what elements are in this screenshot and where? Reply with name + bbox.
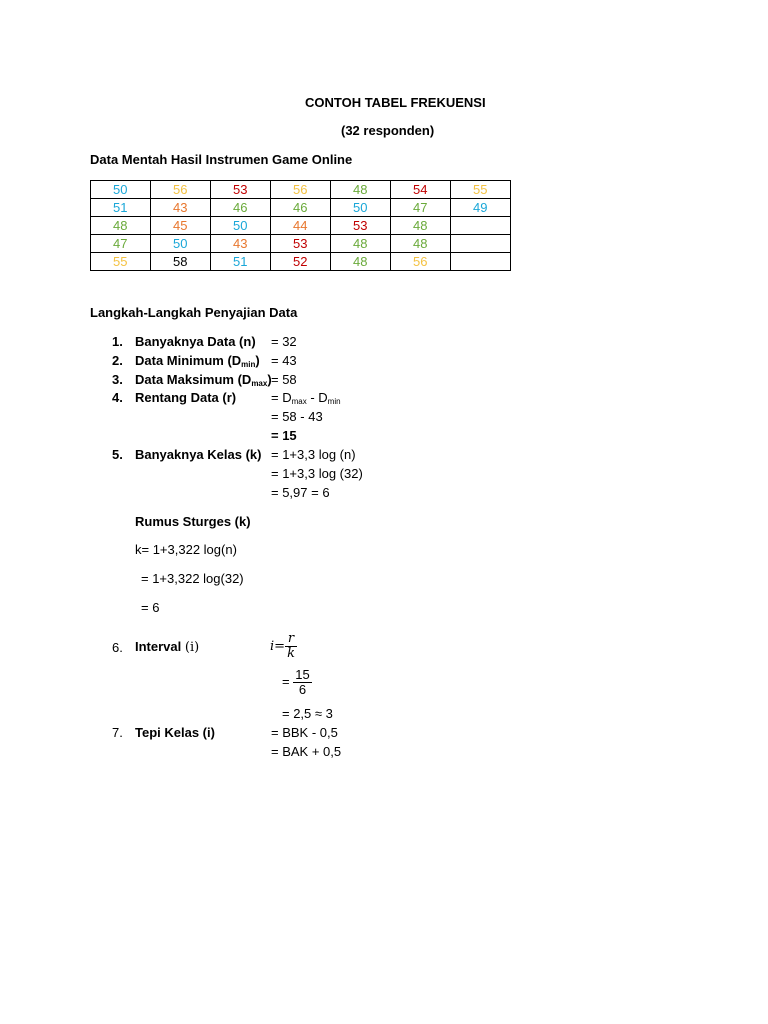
table-cell: 46 (211, 199, 271, 217)
table-cell: 46 (271, 199, 331, 217)
step-7-value-1: = BBK - 0,5 (271, 725, 338, 740)
step-5-value-2: = 1+3,3 log (32) (271, 466, 363, 481)
table-row (91, 217, 511, 235)
table-cell: 47 (391, 199, 451, 217)
step-3-value: = 58 (271, 372, 297, 387)
table-cell (451, 217, 511, 235)
table-cell: 48 (391, 217, 451, 235)
step-7-label: Tepi Kelas (i) (135, 725, 215, 740)
step-4-value-1: = $D_{max} - D_{min}$ (271, 390, 341, 406)
table-cell: 48 (331, 181, 391, 199)
table-cell: 50 (91, 181, 151, 199)
table-cell: 48 (91, 217, 151, 235)
table-cell: 52 (271, 253, 331, 271)
table-row (91, 181, 511, 199)
step-5-value-1: = 1+3,3 log (n) (271, 447, 356, 462)
step-2-label: Data Minimum $(D_{min})$ (135, 353, 260, 369)
interval-formula: i= $\frac{r}{k}$ (270, 631, 295, 661)
table-cell: 48 (331, 235, 391, 253)
step-5-label: Banyaknya Kelas (k) (135, 447, 262, 462)
table-cell: 54 (391, 181, 451, 199)
table-cell: 48 (391, 235, 451, 253)
table-cell: 51 (91, 199, 151, 217)
table-cell: 53 (271, 235, 331, 253)
step-1-number: 1. (112, 334, 123, 349)
step-4-label: Rentang Data (r) (135, 390, 237, 405)
table-cell: 44 (271, 217, 331, 235)
table-cell: 58 (151, 253, 211, 271)
sturges-heading: Rumus Sturges (k) (135, 514, 251, 529)
table-cell: 53 (211, 181, 271, 199)
steps-heading: Langkah-Langkah Penyajian Data (90, 305, 298, 320)
table-cell: 50 (211, 217, 271, 235)
table-cell: 50 (331, 199, 391, 217)
table-cell (451, 235, 511, 253)
table-cell: 56 (391, 253, 451, 271)
step-2-value: = 43 (271, 353, 297, 368)
table-cell: 56 (151, 181, 211, 199)
sturges-line-2: = 1+3,322 log(32) (141, 571, 244, 586)
table-cell (451, 253, 511, 271)
step-3-label: Data Maksimum $(D_{max})$ (135, 372, 272, 388)
step-5-value-3: = 5,97 = 6 (271, 485, 330, 500)
table-cell: 51 (211, 253, 271, 271)
table-cell: 47 (91, 235, 151, 253)
step-1-label: Banyaknya Data (n) (135, 334, 256, 349)
table-cell: 50 (151, 235, 211, 253)
step-7-number: 7. (112, 725, 123, 740)
table-cell: 55 (91, 253, 151, 271)
table-row (91, 253, 511, 271)
interval-calc: = $\frac{15}{6}$ (282, 667, 310, 697)
step-1-value: = 32 (271, 334, 297, 349)
step-3-number: 3. (112, 372, 123, 387)
table-cell: 56 (271, 181, 331, 199)
step-6-label: Interval (i) (135, 639, 200, 655)
table-cell: 49 (451, 199, 511, 217)
table-cell: 48 (331, 253, 391, 271)
step-4-number: 4. (112, 390, 123, 405)
sturges-line-1: k= 1+3,322 log(n) (135, 542, 237, 557)
step-7-value-2: = BAK + 0,5 (271, 744, 342, 759)
page-subtitle: (32 responden) (341, 123, 435, 138)
step-2-number: 2. (112, 353, 123, 368)
table-cell: 45 (151, 217, 211, 235)
step-4-value-2: = 58 - 43 (271, 409, 323, 424)
step-5-number: 5. (112, 447, 123, 462)
table-cell: 55 (451, 181, 511, 199)
interval-result: = 2,5 ≈ 3 (282, 706, 333, 721)
raw-data-table (90, 180, 511, 271)
table-row (91, 235, 511, 253)
table-cell: 43 (151, 199, 211, 217)
table-cell: 43 (211, 235, 271, 253)
table-cell: 53 (331, 217, 391, 235)
sturges-line-3: = 6 (141, 600, 160, 615)
step-4-value-3: = 15 (271, 428, 297, 443)
page-title: CONTOH TABEL FREKUENSI (305, 95, 486, 110)
step-6-number: 6. (112, 640, 123, 655)
raw-data-heading: Data Mentah Hasil Instrumen Game Online (90, 152, 353, 167)
table-row (91, 199, 511, 217)
